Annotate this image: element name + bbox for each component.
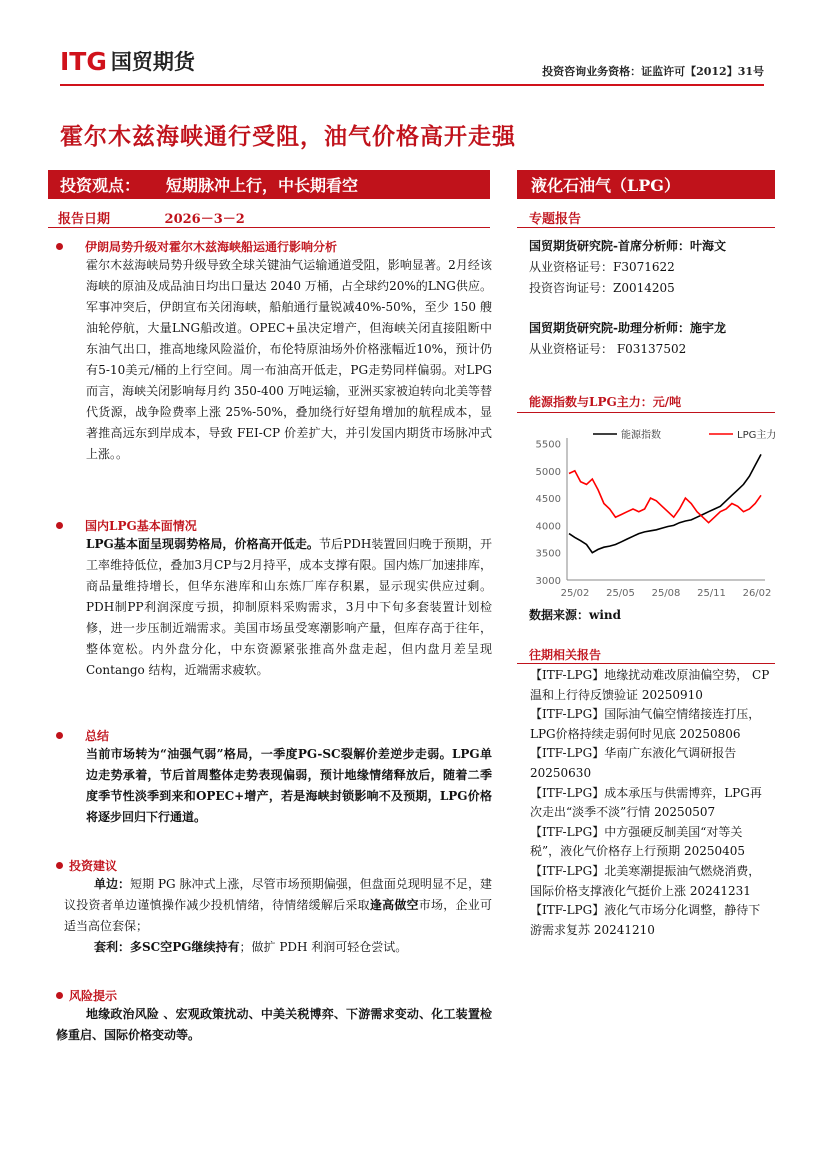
single-body-1: 短期 PG 脉冲式上涨，尽管市场预期偏强，但盘面兑现明显不足，建议投资者单边谨慎操作减少投机情绪，待情绪缓解后采取 [64, 877, 492, 912]
y-tick-label: 3500 [535, 548, 561, 560]
x-tick-label: 25/08 [651, 588, 681, 599]
section-risk-heading-row [56, 986, 492, 1004]
chart-title-divider [517, 412, 775, 413]
chart-title: 能源指数与LPG主力：元/吨 [529, 395, 682, 409]
analyst-1-cert: 从业资格证号：F3071622 [529, 260, 675, 274]
section-summary [56, 726, 492, 828]
bullet-icon [56, 862, 63, 869]
section-geopolitics-body: 霍尔木兹海峡局势升级导致全球关键油气运输通道受阻，影响显著。2月经该海峡的原油及成品油日均出口量达 2040 万桶，占全球约20%的LNG供应。军事冲突后，伊朗宣布关闭海峡，船舶通行量锐减40%-50%，至少 150 艘油轮停航，大量LNG船改道。OPEC+虽决定增产，但海峡关闭直接阻断中东油气出口，推高地缘风险溢价，布伦特原油场外价格涨幅近10%，预计仍有5-10美元/桶的上行空间。周一布油高开低走，PG走势同样偏弱。对LPG而言，海峡关闭影响每月约 350-400 万吨运输，亚洲买家被迫转向北美等替代货源，战争险费率上涨 25%-50%，叠加绕行好望角增加的航程成本，显著推高远东到岸成本，导致 FEI-CP 价差扩大，并引发国内期货市场脉冲式上涨。。 [86, 258, 492, 461]
related-item: 【ITF-LPG】中方强硬反制美国“对等关税”，液化气价格存上行预期 20250405 [530, 824, 746, 859]
arb-bold: 多SC空PG继续持有 [130, 940, 240, 954]
arb-label: 套利： [94, 940, 131, 954]
related-item: 【ITF-LPG】液化气市场分化调整，静待下游需求复苏 20241210 [530, 903, 761, 937]
investment-view-bar [48, 170, 490, 199]
section-summary-body: 当前市场转为“油强气弱”格局，一季度PG-SC裂解价差逆步走弱。LPG单边走势承着，节后首周整体走势表现偏弱，预计地缘情绪释放后，随着二季度季节性淡季到来和OPEC+增产，若是海峡封锁影响不及预期，LPG价格将逐步回归下行通道。 [86, 747, 492, 824]
analyst-1 [529, 236, 769, 299]
bullet-icon [56, 992, 63, 999]
report-type: 专题报告 [529, 212, 582, 227]
y-tick-label: 4000 [535, 521, 561, 533]
related-item: 【ITF-LPG】国际油气偏空情绪接连打压，LPG价格持续走弱何时见底 20250806 [530, 707, 761, 741]
bullet-icon [56, 732, 63, 739]
section-advice-heading: 投资建议 [69, 858, 118, 873]
legend-label: 能源指数 [621, 430, 661, 441]
logo-company-name: 国贸期货 [110, 50, 195, 74]
section-geopolitics [56, 237, 492, 465]
related-list [530, 666, 770, 940]
section-summary-heading-row [56, 726, 492, 744]
qualification-text: 投资咨询业务资格：证监许可【2012】31号 [542, 65, 764, 78]
bullet-icon [56, 243, 63, 250]
section-risk [56, 986, 492, 1046]
single-body-2: 市场，企业可适当高位套保； [64, 898, 492, 933]
y-tick-label: 5500 [535, 439, 561, 451]
report-date-label: 报告日期 [58, 212, 111, 227]
section-advice-arb [56, 937, 492, 958]
section-fundamentals-heading-row [56, 516, 492, 534]
section-fundamentals-lead: LPG基本面呈现弱势格局，价格高开低走。 [86, 537, 319, 551]
single-bold: 逢高做空 [369, 898, 419, 912]
x-tick-label: 26/02 [742, 588, 772, 599]
report-date [58, 208, 245, 227]
related-item: 【ITF-LPG】成本承压与供需博弈，LPG再次走出“淡季不淡”行情 20250507 [530, 785, 762, 820]
report-date-value: 2026－3－2 [164, 212, 245, 227]
analyst-2-cert: 从业资格证号： F03137502 [529, 342, 687, 356]
report-type-divider [517, 227, 775, 228]
related-divider [517, 663, 775, 664]
arb-body: ；做扩 PDH 利润可轻仓尝试。 [239, 940, 408, 954]
analyst-1-advisory: 投资咨询证号：Z0014205 [529, 281, 675, 295]
y-tick-label: 4500 [535, 494, 561, 506]
section-advice-heading-row [56, 856, 492, 874]
date-divider [48, 227, 490, 228]
investment-view-value: 短期脉冲上行，中长期看空 [166, 176, 359, 195]
y-tick-label: 5000 [535, 466, 561, 478]
section-advice-single [56, 874, 492, 937]
section-risk-body: 地缘政治风险 、宏观政策扰动、中美关税博弈、下游需求变动、化工装置检修重启、国际价格变动等。 [56, 1007, 492, 1042]
analyst-2-title: 国贸期货研究院-助理分析师：施宇龙 [529, 321, 726, 335]
product-label: 液化石油气（LPG） [531, 176, 680, 195]
logo [60, 46, 195, 76]
chart [517, 420, 775, 603]
section-geopolitics-heading-row [56, 237, 492, 255]
report-title: 霍尔木兹海峡通行受阻，油气价格高开走强 [60, 123, 516, 150]
x-tick-label: 25/02 [560, 588, 590, 599]
y-tick-label: 3000 [535, 576, 561, 587]
analyst-2 [529, 318, 769, 360]
investment-view-label: 投资观点： [60, 176, 141, 195]
related-item: 【ITF-LPG】地缘扰动难改原油偏空势， CP温和上行待反馈验证 20250910 [530, 668, 770, 702]
series-line-lpg-main [569, 471, 761, 523]
section-summary-heading: 总结 [85, 728, 110, 743]
legend-label: LPG主力 [737, 430, 775, 441]
logo-itg: ITG [60, 46, 107, 76]
section-advice [56, 856, 492, 958]
section-risk-heading: 风险提示 [69, 988, 118, 1003]
x-tick-label: 25/05 [606, 588, 635, 599]
section-geopolitics-heading: 伊朗局势升级对霍尔木兹海峡船运通行影响分析 [85, 239, 338, 254]
section-fundamentals-heading: 国内LPG基本面情况 [85, 518, 197, 533]
single-label: 单边： [94, 877, 131, 891]
section-fundamentals-text: 节后PDH装置回归晚于预期，开工率维持低位，叠加3月CP与2月持平，成本支撑有限。国内炼厂加速排库，商品量维持增长，但华东港库和山东炼厂库存积累，显示现实供应过剩。PDH制PP利润深度亏损，抑制原料采购需求，3月中下旬多套装置计划检修，进一步压制近端需求。美国市场虽受寒潮影响产量，但库存高于往年，整体宽松。内外盘分化，中东资源紧张推高外盘走起，但内盘月差呈现 Contango 结构，近端需求疲软。 [86, 537, 492, 677]
section-fundamentals [56, 516, 492, 681]
line-chart-svg [517, 420, 775, 603]
data-source: 数据来源：wind [529, 608, 622, 622]
related-item: 【ITF-LPG】北美寒潮提振油气燃烧消费，国际价格支撑液化气挺价上涨 20241231 [530, 863, 761, 898]
header-divider [60, 84, 764, 86]
related-item: 【ITF-LPG】华南广东液化气调研报告 20250630 [530, 746, 737, 780]
analyst-1-title: 国贸期货研究院-首席分析师：叶海文 [529, 239, 726, 253]
product-bar [517, 170, 775, 199]
related-title: 往期相关报告 [529, 648, 602, 662]
bullet-icon [56, 522, 63, 529]
x-tick-label: 25/11 [697, 588, 726, 599]
section-fundamentals-body [56, 534, 492, 681]
